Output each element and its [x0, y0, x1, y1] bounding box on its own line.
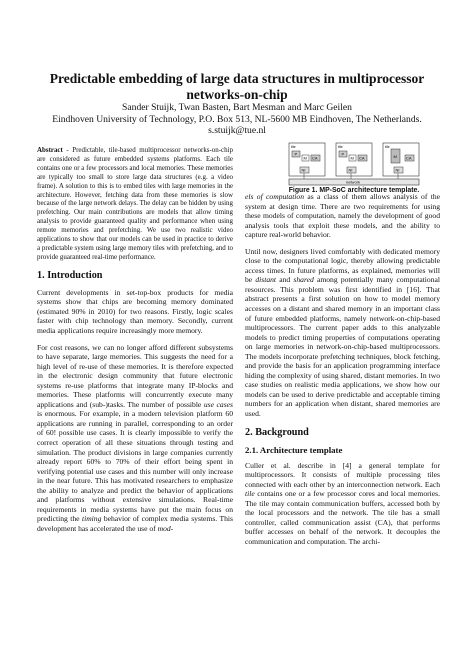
figure-caption: Figure 1. MP-SoC architecture template. — [288, 187, 420, 194]
intro-paragraph-1: Current developments in set-top-box products for media systems show that chips are becoming memory dominated (estimated 90% in 2010) for two reasons. Firstly, logic scales faster with chip technology than memory. Secondly, current media applications require increasingly more memory. — [37, 287, 233, 335]
emphasis-shared: shared — [293, 275, 314, 285]
ni-label: NI — [301, 167, 306, 173]
left-column — [37, 146, 233, 540]
right-column — [245, 192, 440, 554]
memory-label: M — [350, 155, 354, 161]
author-email: s.stuijk@tue.nl — [208, 125, 266, 136]
emphasis-models-of-computation: els of computation — [245, 192, 305, 201]
ni-label: NI — [395, 167, 400, 173]
tile-label-3: tile — [385, 145, 390, 149]
processor-label: P — [341, 151, 345, 157]
abstract-text: - Predictable, tile-based multiprocessor networks-on-chip are considered as future embedded systems platforms. Each tile contains one or a few processors and local memories. These memories are typically too small to store large data structures (e.g. a video frame). A solution to this is to embed tiles with large memories in the architecture. However, fetching data from these memories is slow because of the large network delays. The delay can be hidden by using prefetching. Our main contributions are models that allow timing analysis to provide guaranteed quality and performance when using remote memories and prefetching. We use two realistic video applications to show that our models can be used in practice to derive a predictable system using large memory tiles with prefetching, and to provide guaranteed real-time performance. — [37, 146, 233, 261]
right-paragraph-2 — [245, 247, 440, 419]
right-paragraph-3 — [245, 461, 440, 547]
memory-label: M — [303, 155, 307, 161]
section-heading-background: 2. Background — [245, 426, 309, 438]
text-run: behavior of complex media systems. This development has accelerated the use of — [37, 514, 233, 533]
text-run: Until now, designers lived comfortably with dedicated memory close to the computational logic, thereby allowing predictable access times. In future platforms, as explained, memories will be — [245, 246, 440, 285]
intro-paragraph-2 — [37, 343, 233, 534]
abstract-label: Abstract — [37, 146, 63, 154]
memory-label: M — [393, 154, 397, 159]
network-label: network — [346, 179, 361, 185]
tile-label-2: tile — [338, 145, 343, 149]
text-run: is enormous. For example, in a modern television platform 60 applications are running in parallel, corresponding to an order of 60! possible use cases. It is clearly impossible to verify the correct operation of all these situations through testing and simulation. The product divisions in large companies currently already report 60% to 70% of their effort being spent in verifying potential use cases and this number will only increase in the near future. This has motivated researchers to emphasize the ability to analyze and predict the behavior of applications and platforms without extensive simulations. Real-time requirements in media systems have put the main focus on predicting the — [37, 409, 233, 524]
author-names: Sander Stuijk, Twan Basten, Bart Mesman and Marc Geilen — [122, 102, 352, 113]
text-run: For cost reasons, we can no longer afford different subsystems to have separate, large memories. This suggests the need for a high level of re-use of these memories. It is therefore expected in the electronic design community that future electronic systems re-use platforms that integrate many IP-blocks and memories. These platforms will concurrently execute many applications and (sub-)tasks. The number of possible — [37, 342, 233, 409]
abstract — [37, 146, 233, 262]
emphasis-distant: distant — [255, 275, 277, 285]
right-paragraph-1 — [245, 192, 440, 240]
emphasis-timing: timing — [81, 514, 102, 524]
section-heading-introduction: 1. Introduction — [37, 269, 103, 281]
ni-label: NI — [348, 167, 353, 173]
text-run: and — [276, 275, 294, 285]
architecture-figure — [288, 142, 420, 186]
ca-label: CA — [406, 155, 412, 161]
ca-label: CA — [359, 155, 365, 161]
author-block — [30, 102, 444, 137]
text-run: among potentially many computational resources. This problem was first identified in [16]. That abstract presents a first solution on how to model memory accesses on a distant and shared memory in an important class of future embedded platforms, namely network-on-chip-based multiprocessors. The current paper adds to this analyzable models to predict timing properties of computations operating on large memories in network-on-chip-based multiprocessors. The models incorporate prefetching techniques, block fetching, and provide the basis for an application programming interface hiding the complexity of using shared, distant memories. In two case studies on realistic media applications, we show how our models can be used to derive predictable and acceptable timing numbers for an application when distant, shared memories are used. — [245, 275, 440, 419]
text-run: Culler et al. describe in [4] a general template for multiprocessors. It consists of multiple processing tiles connected with each other by an interconnection network. Each — [245, 460, 440, 489]
emphasis-tile: tile — [245, 489, 255, 499]
subsection-heading-architecture: 2.1. Architecture template — [245, 444, 343, 455]
ca-label: CA — [312, 155, 318, 161]
emphasis-models: mod- — [157, 523, 174, 533]
tile-label-1: tile — [291, 145, 296, 149]
processor-label: P — [294, 151, 298, 157]
emphasis-use-cases: use cases — [203, 399, 233, 409]
text-run: contains one or a few processor cores and local memories. The tile may contain communication buffers, accessed both by the local processors and the network. The tile has a small controller, called communication assist (CA), that performs buffer accesses on behalf of the network. It decouples the communication and computation. The archi- — [245, 489, 440, 546]
paper-title: Predictable embedding of large data structures in multiprocessor networks-on-chip — [49, 71, 425, 102]
text-run: as a class of them allows analysis of the system at design time. There are two requirements for using these models of computation, namely the development of good analysis tools that exploit these models, and the ability to capture real-world behavior. — [245, 192, 441, 240]
author-affiliation: Eindhoven University of Technology, P.O. Box 513, NL-5600 MB Eindhoven, The Netherlands. — [52, 113, 422, 125]
